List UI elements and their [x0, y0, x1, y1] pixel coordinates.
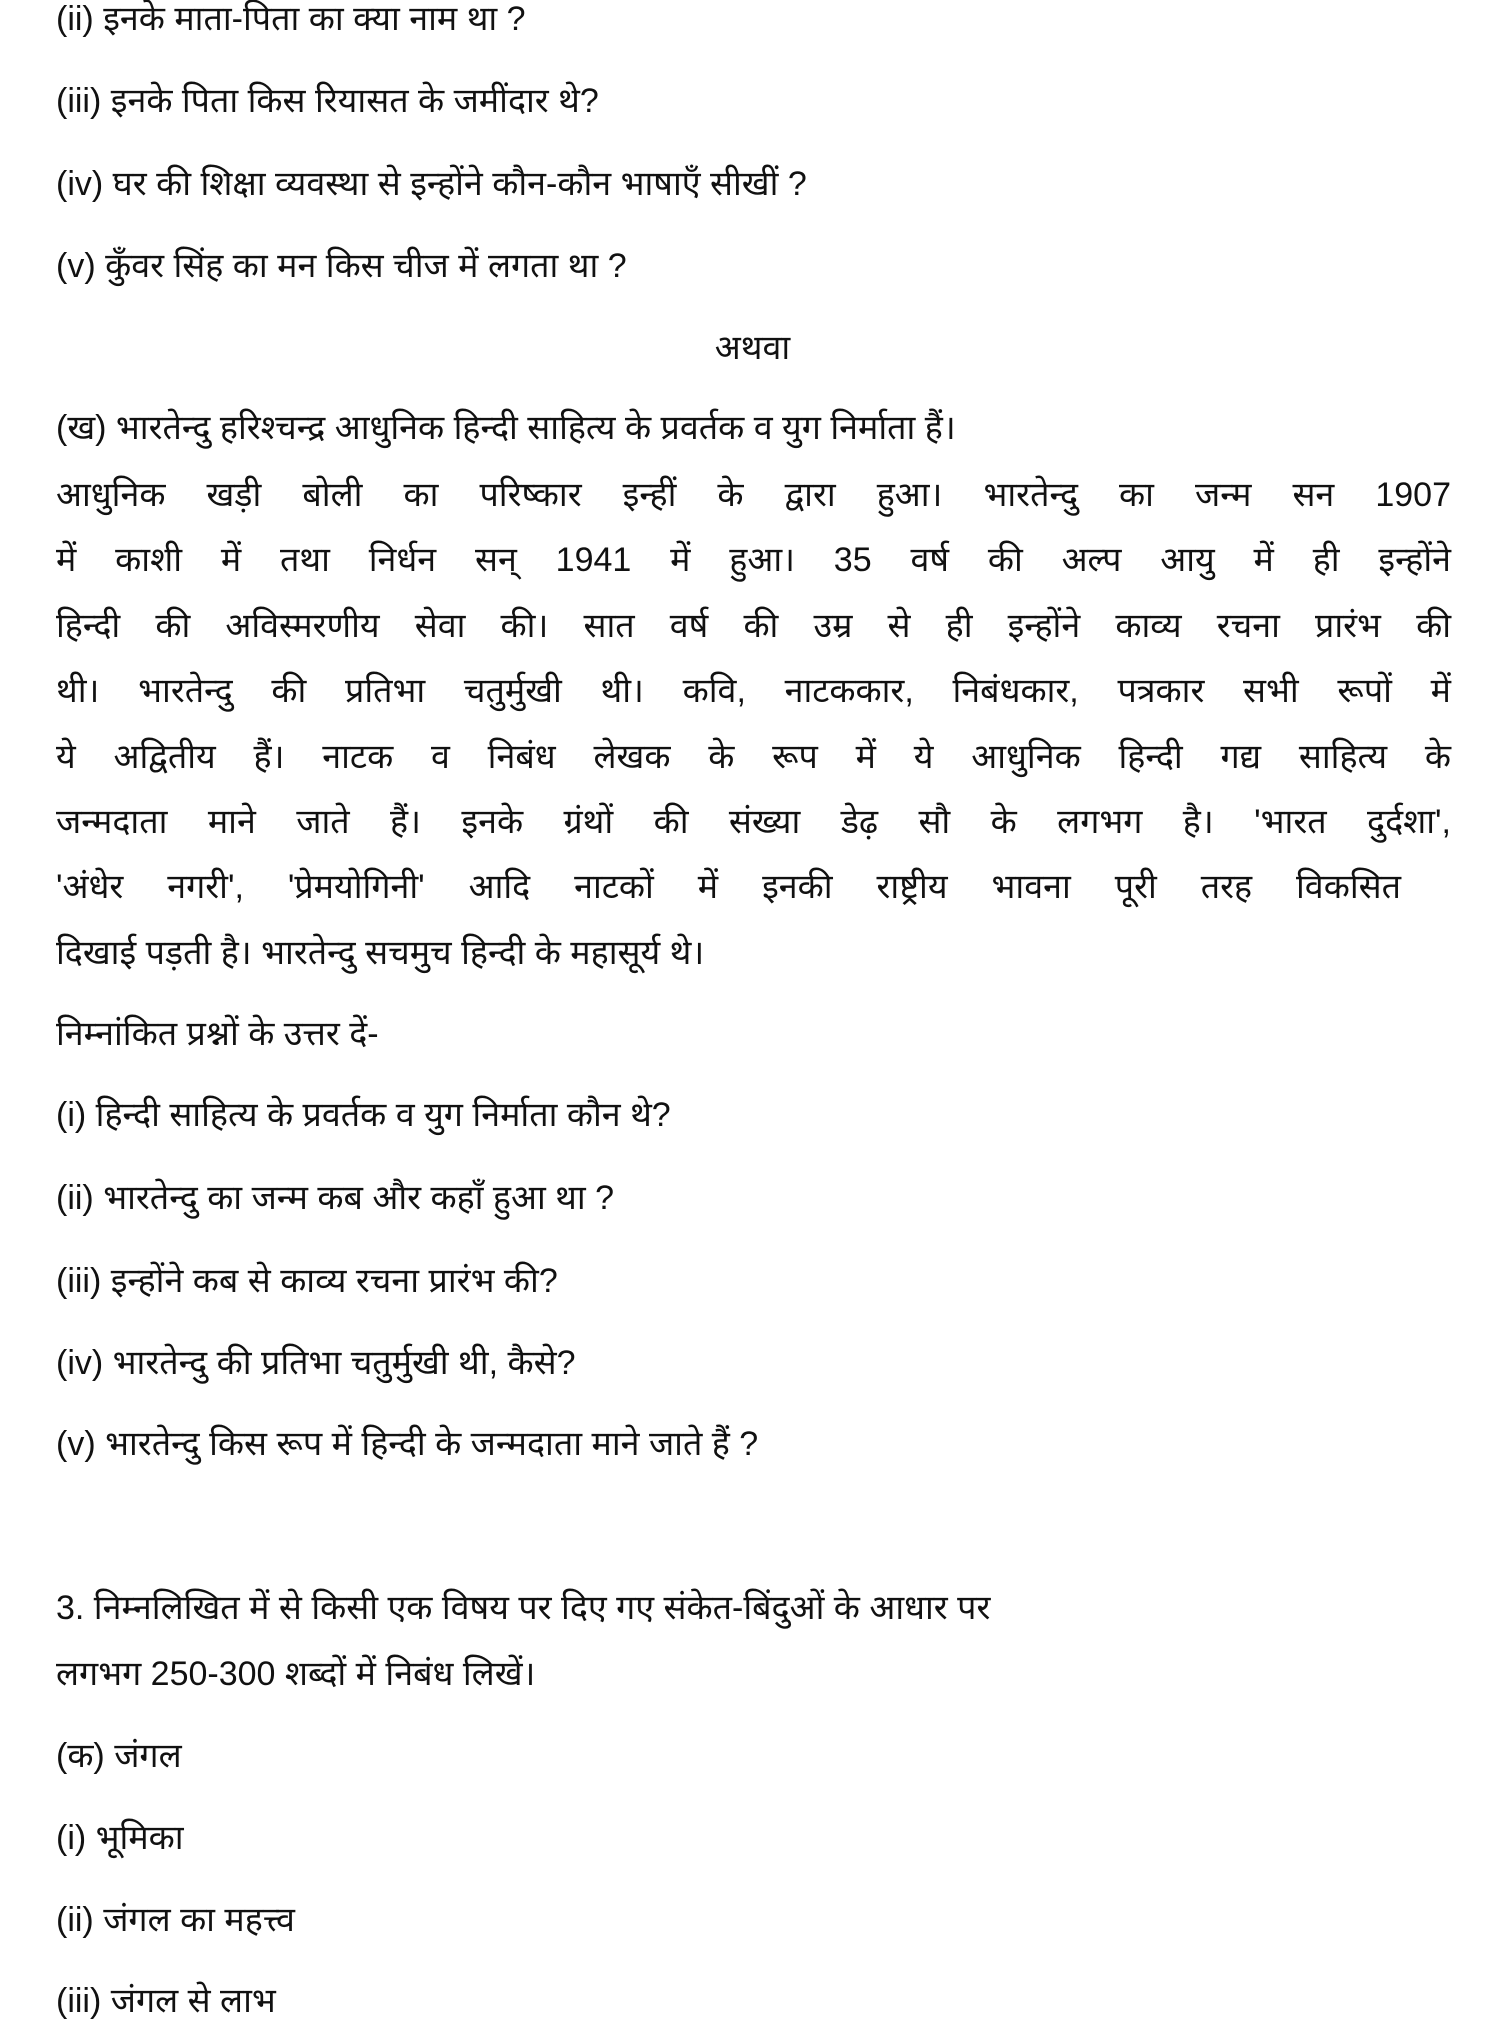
passage-line: में काशी में तथा निर्धन सन् 1941 में हुआ। 35 वर्ष की अल्प आयु में ही इन्होंने: [56, 541, 1451, 579]
question: (iii) इन्होंने कब से काव्य रचना प्रारंभ की?: [56, 1262, 558, 1300]
passage-line: ये अद्वितीय हैं। नाटक व निबंध लेखक के रूप में ये आधुनिक हिन्दी गद्य साहित्य के: [56, 738, 1451, 776]
question-3-heading: लगभग 250-300 शब्दों में निबंध लिखें।: [56, 1655, 536, 1693]
question: (ii) भारतेन्दु का जन्म कब और कहाँ हुआ था ?: [56, 1179, 615, 1217]
passage-line: 'अंधेर नगरी', 'प्रेमयोगिनी' आदि नाटकों में इनकी राष्ट्रीय भावना पूरी तरह विकसित: [56, 868, 1401, 906]
question-3-heading: 3. निम्नलिखित में से किसी एक विषय पर दिए गए संकेत-बिंदुओं के आधार पर: [56, 1589, 991, 1627]
question: (v) भारतेन्दु किस रूप में हिन्दी के जन्मदाता माने जाते हैं ?: [56, 1425, 759, 1463]
essay-point: (i) भूमिका: [56, 1819, 184, 1857]
passage-line: आधुनिक खड़ी बोली का परिष्कार इन्हीं के द्वारा हुआ। भारतेन्दु का जन्म सन 1907: [56, 476, 1451, 514]
prev-question: (iv) घर की शिक्षा व्यवस्था से इन्होंने कौन-कौन भाषाएँ सीखीं ?: [56, 165, 807, 203]
passage-line: (ख) भारतेन्दु हरिश्चन्द्र आधुनिक हिन्दी साहित्य के प्रवर्तक व युग निर्माता हैं।: [56, 409, 956, 447]
essay-point: (ii) जंगल का महत्त्व: [56, 1901, 295, 1939]
passage-line: थी। भारतेन्दु की प्रतिभा चतुर्मुखी थी। कवि, नाटककार, निबंधकार, पत्रकार सभी रूपों में: [56, 672, 1451, 710]
passage-line: जन्मदाता माने जाते हैं। इनके ग्रंथों की संख्या डेढ़ सौ के लगभग है। 'भारत दुर्दशा',: [56, 803, 1451, 841]
instruction: निम्नांकित प्रश्नों के उत्तर दें-: [56, 1015, 379, 1053]
prev-question: (ii) इनके माता-पिता का क्या नाम था ?: [56, 0, 526, 38]
prev-question: (iii) इनके पिता किस रियासत के जमींदार थे?: [56, 82, 599, 120]
prev-question: (v) कुँवर सिंह का मन किस चीज में लगता था ?: [56, 247, 627, 285]
question: (i) हिन्दी साहित्य के प्रवर्तक व युग निर्माता कौन थे?: [56, 1096, 671, 1134]
essay-topic: (क) जंगल: [56, 1737, 182, 1775]
essay-point: (iii) जंगल से लाभ: [56, 1982, 276, 2020]
passage-line: दिखाई पड़ती है। भारतेन्दु सचमुच हिन्दी के महासूर्य थे।: [56, 934, 705, 972]
question: (iv) भारतेन्दु की प्रतिभा चतुर्मुखी थी, कैसे?: [56, 1344, 576, 1382]
passage-line: हिन्दी की अविस्मरणीय सेवा की। सात वर्ष की उम्र से ही इन्होंने काव्य रचना प्रारंभ की: [56, 607, 1451, 645]
separator-athva: अथवा: [714, 329, 791, 367]
